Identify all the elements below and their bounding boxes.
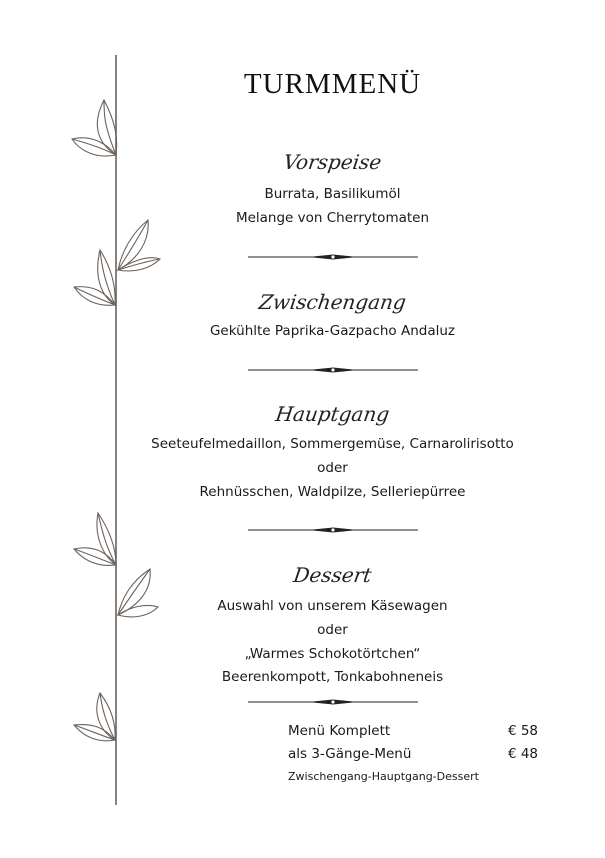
three-course-note: Zwischengang-Hauptgang-Dessert [288,770,479,783]
menu-title: TURMMENÜ [243,68,422,100]
price-label: als 3-Gänge-Menü [288,746,412,762]
price-value: € 58 [507,723,538,739]
course-heading-starter: Vorspeise [282,150,383,174]
course-line: Auswahl von unserem Käsewagen [217,598,448,614]
course-heading-main: Hauptgang [274,402,391,426]
course-line: Burrata, Basilikumöl [264,186,401,202]
ornamental-divider [248,526,418,534]
ornamental-divider [248,698,418,706]
course-line: Melange von Cherrytomaten [235,210,430,226]
course-line: Beerenkompott, Tonkabohneneis [221,669,444,685]
course-line: Rehnüsschen, Waldpilze, Selleriepürree [199,484,466,500]
course-line: Gekühlte Paprika-Gazpacho Andaluz [209,323,456,339]
course-line: „Warmes Schokotörtchen“ [244,646,421,662]
ornamental-divider [248,253,418,261]
course-line: oder [317,622,348,638]
ornamental-divider [248,366,418,374]
course-line: Seeteufelmedaillon, Sommergemüse, Carnarolirisotto [151,436,514,452]
price-value: € 48 [507,746,538,762]
price-label: Menü Komplett [288,723,391,739]
course-line: oder [317,460,348,476]
price-row-three-course [288,746,538,762]
price-row-full-menu [288,723,538,739]
course-heading-dessert: Dessert [291,563,374,587]
course-heading-intermediate: Zwischengang [257,290,408,314]
